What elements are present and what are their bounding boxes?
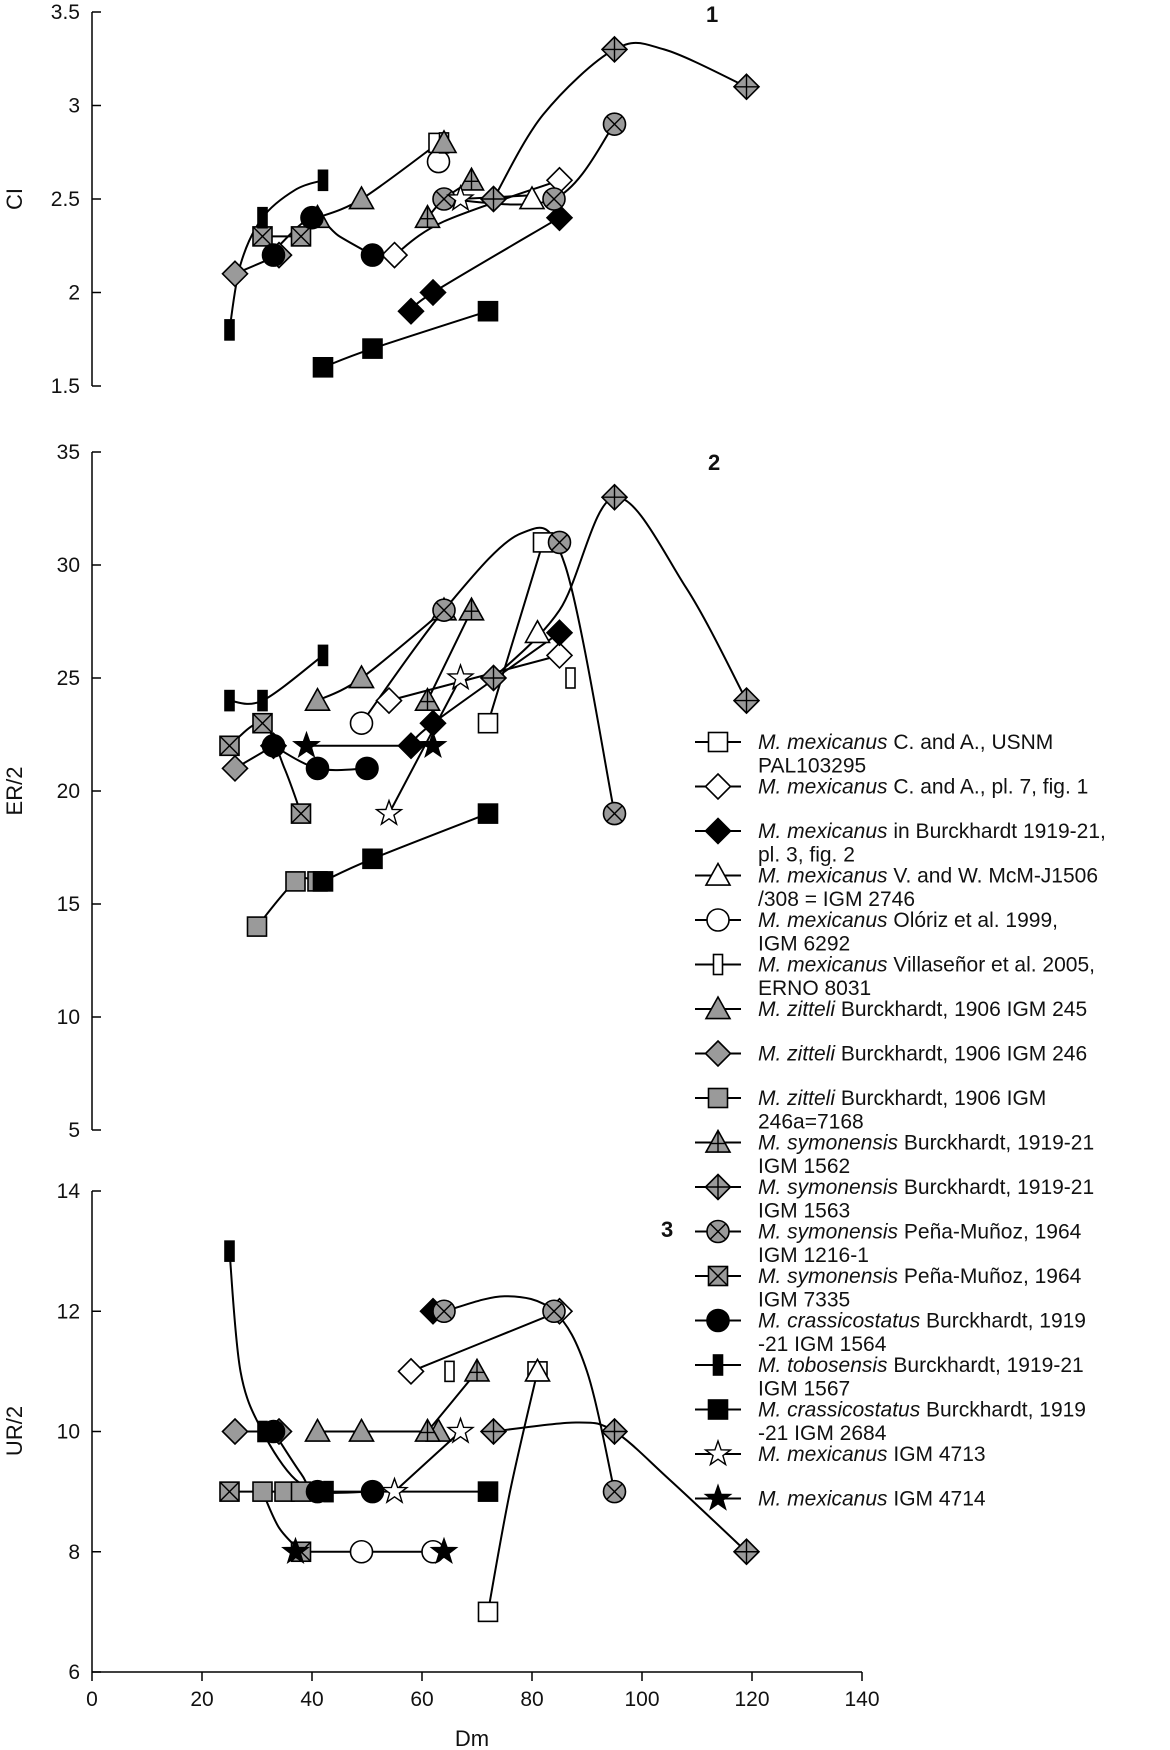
s7-point <box>306 1420 330 1442</box>
x-tick-label: 40 <box>300 1688 324 1711</box>
legend-label: M. symonensis Peña-Muñoz, 1964 <box>758 1265 1082 1288</box>
legend-item-s4 <box>695 864 1098 912</box>
legend-label: M. mexicanus Villaseñor et al. 2005, <box>758 953 1095 977</box>
legend-item-s5 <box>695 909 1058 956</box>
s12-point <box>433 1300 455 1322</box>
legend-item-s16 <box>695 1399 1086 1446</box>
s8-point <box>223 756 248 781</box>
legend-label: -21 IGM 1564 <box>758 1333 887 1356</box>
s3-point <box>547 620 572 645</box>
x-tick-label: 20 <box>190 1688 214 1711</box>
legend-item-s9 <box>695 1087 1046 1134</box>
legend-marker <box>706 997 730 1019</box>
panel-1-y-tick-label: 1.5 <box>50 375 80 398</box>
s10-point <box>416 206 440 228</box>
panel-2-number: 2 <box>708 450 721 475</box>
s14-point <box>356 757 378 779</box>
legend-label: IGM 7335 <box>758 1288 851 1312</box>
panel-3-y-tick-label: 12 <box>56 1300 80 1324</box>
legend-label: M. mexicanus IGM 4714 <box>758 1487 986 1511</box>
legend-item-s15 <box>695 1354 1084 1401</box>
legend-label: IGM 1562 <box>758 1155 851 1178</box>
s14-point <box>307 757 329 779</box>
s8-point <box>223 261 248 286</box>
s8-point <box>223 1419 248 1444</box>
panel-1-y-tick-label: 2.5 <box>50 188 80 211</box>
x-tick-label: 0 <box>86 1688 98 1711</box>
s11-point <box>734 688 759 713</box>
s11-point <box>734 74 759 99</box>
legend-marker <box>706 864 730 886</box>
s14-point <box>263 244 285 266</box>
legend-label: IGM 1563 <box>758 1199 851 1223</box>
series-curve <box>318 610 445 700</box>
s12-point <box>549 531 571 553</box>
s10-point <box>460 598 484 620</box>
s15-point <box>225 1241 234 1261</box>
series-curve <box>230 1251 329 1492</box>
panel-3-y-tick-label: 8 <box>68 1540 80 1564</box>
legend-label: M. mexicanus Olóriz et al. 1999, <box>758 909 1058 932</box>
legend-marker <box>706 1441 731 1465</box>
s15-point <box>258 208 267 228</box>
s16-point <box>479 302 498 321</box>
s12-point <box>543 1300 565 1322</box>
legend-label: M. symonensis Peña-Muñoz, 1964 <box>758 1220 1082 1244</box>
legend-label: pl. 3, fig. 2 <box>758 843 855 867</box>
panel-3-y-tick-label: 14 <box>56 1180 80 1203</box>
points-layer <box>220 37 759 1621</box>
panel-3-y-tick-label: 6 <box>68 1661 80 1684</box>
s12-point <box>433 188 455 210</box>
legend-item-s1 <box>695 731 1053 778</box>
s11-point <box>602 485 627 510</box>
panel-2-y-label: ER/2 <box>2 766 27 816</box>
s15-point <box>258 1422 267 1442</box>
s2-point <box>377 688 402 713</box>
s13-point <box>253 714 272 733</box>
legend-item-s14 <box>695 1310 1086 1357</box>
legend-label: IGM 1567 <box>758 1377 851 1401</box>
s14-point <box>263 735 285 757</box>
curves-layer <box>230 43 747 1612</box>
panel-3-y-label: UR/2 <box>2 1405 27 1457</box>
legend-marker <box>706 1131 730 1153</box>
s7-point <box>350 1420 374 1442</box>
legend-marker <box>707 909 729 931</box>
x-tick-label: 80 <box>520 1688 544 1711</box>
legend-marker <box>714 1355 723 1375</box>
legend-marker <box>707 1221 729 1243</box>
panel-2-y-tick-label: 10 <box>56 1006 80 1029</box>
s11-point <box>602 1419 627 1444</box>
legend-label: M. mexicanus V. and W. McM-J1506 <box>758 864 1099 888</box>
panel-1-y-label: CI <box>2 188 27 210</box>
legend-marker <box>714 955 723 975</box>
panel-1-y-tick-label: 3 <box>68 94 80 118</box>
x-tick-label: 140 <box>844 1688 880 1711</box>
s9-point <box>253 1482 272 1501</box>
legend-label: M. crassicostatus Burckhardt, 1919 <box>758 1309 1086 1333</box>
legend-item-s3 <box>695 819 1106 867</box>
legend-label: M. symonensis Burckhardt, 1919-21 <box>758 1131 1095 1155</box>
s12-point <box>433 599 455 621</box>
panel-2-y-tick-label: 30 <box>56 554 80 577</box>
panel-2-y-tick-label: 35 <box>56 441 80 464</box>
x-tick-label: 100 <box>624 1688 660 1711</box>
legend-marker <box>709 1089 728 1108</box>
s5-point <box>351 1541 373 1563</box>
s2-point <box>547 643 572 668</box>
s16-point <box>479 1482 498 1501</box>
x-tick-label: 120 <box>734 1688 770 1711</box>
s18-point <box>294 733 319 757</box>
s16-point <box>314 872 333 891</box>
s1-point <box>479 1602 498 1621</box>
legend-marker <box>706 819 731 844</box>
series-curve <box>230 655 324 704</box>
s15-point <box>319 170 328 190</box>
s2-point <box>399 1359 424 1384</box>
panel-3-number: 3 <box>661 1217 674 1242</box>
s4-point <box>520 187 544 209</box>
s4-point <box>526 621 550 643</box>
series-curve <box>323 311 488 367</box>
s14-point <box>362 1481 384 1503</box>
s14-point <box>301 207 323 229</box>
legend-label: M. zitteli Burckhardt, 1906 IGM <box>758 1087 1047 1110</box>
legend-label: M. mexicanus in Burckhardt 1919-21, <box>758 820 1106 843</box>
x-axis-label: Dm <box>454 1726 490 1750</box>
s6-point <box>445 1361 454 1381</box>
legend-label: 246a=7168 <box>758 1110 864 1134</box>
panel-1-number: 1 <box>706 2 719 27</box>
legend-label: M. mexicanus C. and A., pl. 7, fig. 1 <box>758 775 1089 799</box>
s10-point <box>465 1359 489 1381</box>
s18-point <box>421 733 446 757</box>
s13-point <box>220 1482 239 1501</box>
s9-point <box>248 917 267 936</box>
legend-label: PAL103295 <box>758 754 867 778</box>
legend-label: /308 = IGM 2746 <box>758 888 916 911</box>
s5-point <box>351 712 373 734</box>
series-curve <box>494 497 747 701</box>
s12-point <box>604 113 626 135</box>
s13-point <box>220 736 239 755</box>
legend-item-s11 <box>695 1175 1094 1223</box>
s12-point <box>604 1481 626 1503</box>
legend-item-s7 <box>695 997 1087 1021</box>
legend-label: ERNO 8031 <box>758 977 872 1000</box>
legend-marker <box>706 1486 731 1510</box>
legend-item-s2 <box>695 774 1088 799</box>
legend-label: IGM 1216-1 <box>758 1244 869 1267</box>
s15-point <box>225 691 234 711</box>
panel-3-y-tick-label: 10 <box>56 1420 80 1444</box>
s11-point <box>602 37 627 62</box>
legend-label: M. zitteli Burckhardt, 1906 IGM 246 <box>758 1042 1088 1066</box>
legend-item-s10 <box>695 1131 1094 1179</box>
panel-2-y-tick-label: 25 <box>56 667 80 690</box>
s15-point <box>225 320 234 340</box>
s17-point <box>382 1479 407 1503</box>
x-tick-label: 60 <box>410 1688 434 1711</box>
s2-point <box>382 243 407 268</box>
s7-point <box>306 689 330 711</box>
series-curve <box>318 143 439 218</box>
s13-point <box>292 804 311 823</box>
s5-point <box>428 151 450 173</box>
legend-label: IGM 6292 <box>758 932 851 956</box>
s7-point <box>350 666 374 688</box>
legend-marker <box>706 1175 731 1200</box>
legend-item-s8 <box>695 1041 1087 1066</box>
s11-point <box>481 1419 506 1444</box>
s15-point <box>319 645 328 665</box>
s13-point <box>292 227 311 246</box>
s12-point <box>604 803 626 825</box>
legend-label: M. zitteli Burckhardt, 1906 IGM 245 <box>758 998 1088 1021</box>
legend-label: M. symonensis Burckhardt, 1919-21 <box>758 1176 1095 1199</box>
legend-marker <box>706 1041 731 1066</box>
s16-point <box>363 849 382 868</box>
s3-point <box>421 280 446 305</box>
s11-point <box>481 187 506 212</box>
s16-point <box>314 358 333 377</box>
s1-point <box>479 714 498 733</box>
panel-2-y-tick-label: 5 <box>68 1119 80 1142</box>
legend-label: -21 IGM 2684 <box>758 1422 887 1445</box>
s13-point <box>253 227 272 246</box>
legend-label: M. mexicanus IGM 4713 <box>758 1443 986 1466</box>
legend-item-s18 <box>695 1486 986 1511</box>
panel-1-y-tick-label: 2 <box>68 281 80 305</box>
legend-item-s13 <box>695 1265 1082 1312</box>
legend-label: M. tobosensis Burckhardt, 1919-21 <box>758 1354 1084 1377</box>
s16-point <box>363 339 382 358</box>
axes-layer <box>2 1 880 1750</box>
legend-item-s12 <box>695 1221 1082 1268</box>
s17-point <box>377 801 402 825</box>
legend-marker <box>707 1310 729 1332</box>
series-curve <box>323 814 488 882</box>
s12-point <box>543 188 565 210</box>
legend-label: M. mexicanus C. and A., USNM <box>758 731 1054 754</box>
legend-marker <box>709 733 728 752</box>
legend-item-s17 <box>695 1441 986 1466</box>
legend-marker <box>709 1400 728 1419</box>
panel-1-y-tick-label: 3.5 <box>50 1 80 24</box>
panel-2-y-tick-label: 20 <box>56 780 80 803</box>
s14-point <box>362 244 384 266</box>
legend-label: M. crassicostatus Burckhardt, 1919 <box>758 1398 1086 1422</box>
s10-point <box>460 168 484 190</box>
s16-point <box>314 1482 333 1501</box>
s6-point <box>566 668 575 688</box>
legend-item-s6 <box>695 954 1095 1001</box>
s7-point <box>350 187 374 209</box>
panel-2-y-tick-label: 15 <box>56 893 80 916</box>
legend <box>695 731 1106 1511</box>
legend-marker <box>709 1267 728 1286</box>
s16-point <box>479 804 498 823</box>
s9-point <box>286 872 305 891</box>
legend-marker <box>706 774 731 799</box>
s15-point <box>258 691 267 711</box>
